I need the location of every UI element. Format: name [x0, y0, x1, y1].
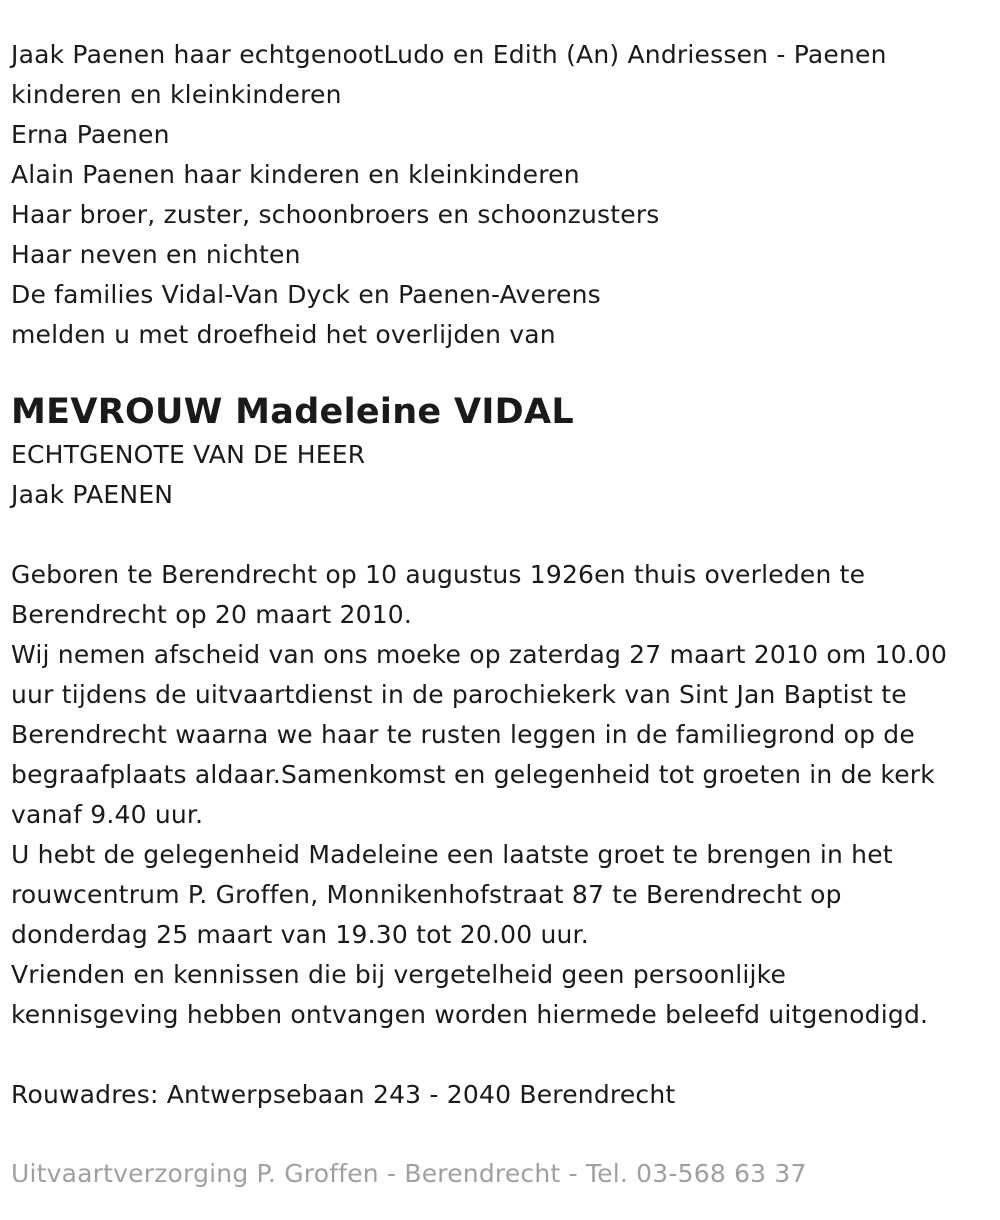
announcement-intro — [11, 0, 1000, 355]
detail-line: U hebt de gelegenheid Madeleine een laatste groet te brengen in het — [11, 840, 893, 869]
funeral-details — [11, 555, 1000, 1035]
detail-line: vanaf 9.40 uur. — [11, 800, 204, 829]
intro-line: Erna Paenen — [11, 120, 170, 149]
intro-line: Alain Paenen haar kinderen en kleinkinderen — [11, 160, 580, 189]
detail-line: Berendrecht op 20 maart 2010. — [11, 600, 413, 629]
detail-line: Geboren te Berendrecht op 10 augustus 1926en thuis overleden te — [11, 560, 866, 589]
intro-line: De families Vidal-Van Dyck en Paenen-Averens — [11, 280, 601, 309]
intro-line: Haar broer, zuster, schoonbroers en schoonzusters — [11, 200, 660, 229]
detail-line: uur tijdens de uitvaartdienst in de parochiekerk van Sint Jan Baptist te — [11, 680, 907, 709]
detail-line: begraafplaats aldaar.Samenkomst en gelegenheid tot groeten in de kerk — [11, 760, 935, 789]
spouse-line: ECHTGENOTE VAN DE HEER — [11, 440, 366, 469]
detail-line: rouwcentrum P. Groffen, Monnikenhofstraat 87 te Berendrecht op — [11, 880, 842, 909]
detail-line: donderdag 25 maart van 19.30 tot 20.00 uur. — [11, 920, 589, 949]
detail-line: Wij nemen afscheid van ons moeke op zaterdag 27 maart 2010 om 10.00 — [11, 640, 948, 669]
detail-line: Berendrecht waarna we haar te rusten leggen in de familiegrond op de — [11, 720, 915, 749]
spouse-line: Jaak PAENEN — [11, 480, 174, 509]
mourning-address: Rouwadres: Antwerpsebaan 243 - 2040 Berendrecht — [11, 1080, 676, 1109]
deceased-name: MEVROUW Madeleine VIDAL — [11, 392, 575, 432]
intro-line: Jaak Paenen haar echtgenootLudo en Edith (An) Andriessen - Paenen — [11, 40, 887, 69]
funeral-home-footer: Uitvaartverzorging P. Groffen - Berendrecht - Tel. 03-568 63 37 — [11, 1159, 807, 1188]
detail-line: Vrienden en kennissen die bij vergetelheid geen persoonlijke — [11, 960, 787, 989]
intro-line: melden u met droefheid het overlijden van — [11, 320, 556, 349]
intro-line: Haar neven en nichten — [11, 240, 301, 269]
intro-line: kinderen en kleinkinderen — [11, 80, 342, 109]
detail-line: kennisgeving hebben ontvangen worden hiermede beleefd uitgenodigd. — [11, 1000, 929, 1029]
spouse-block — [11, 435, 1000, 515]
